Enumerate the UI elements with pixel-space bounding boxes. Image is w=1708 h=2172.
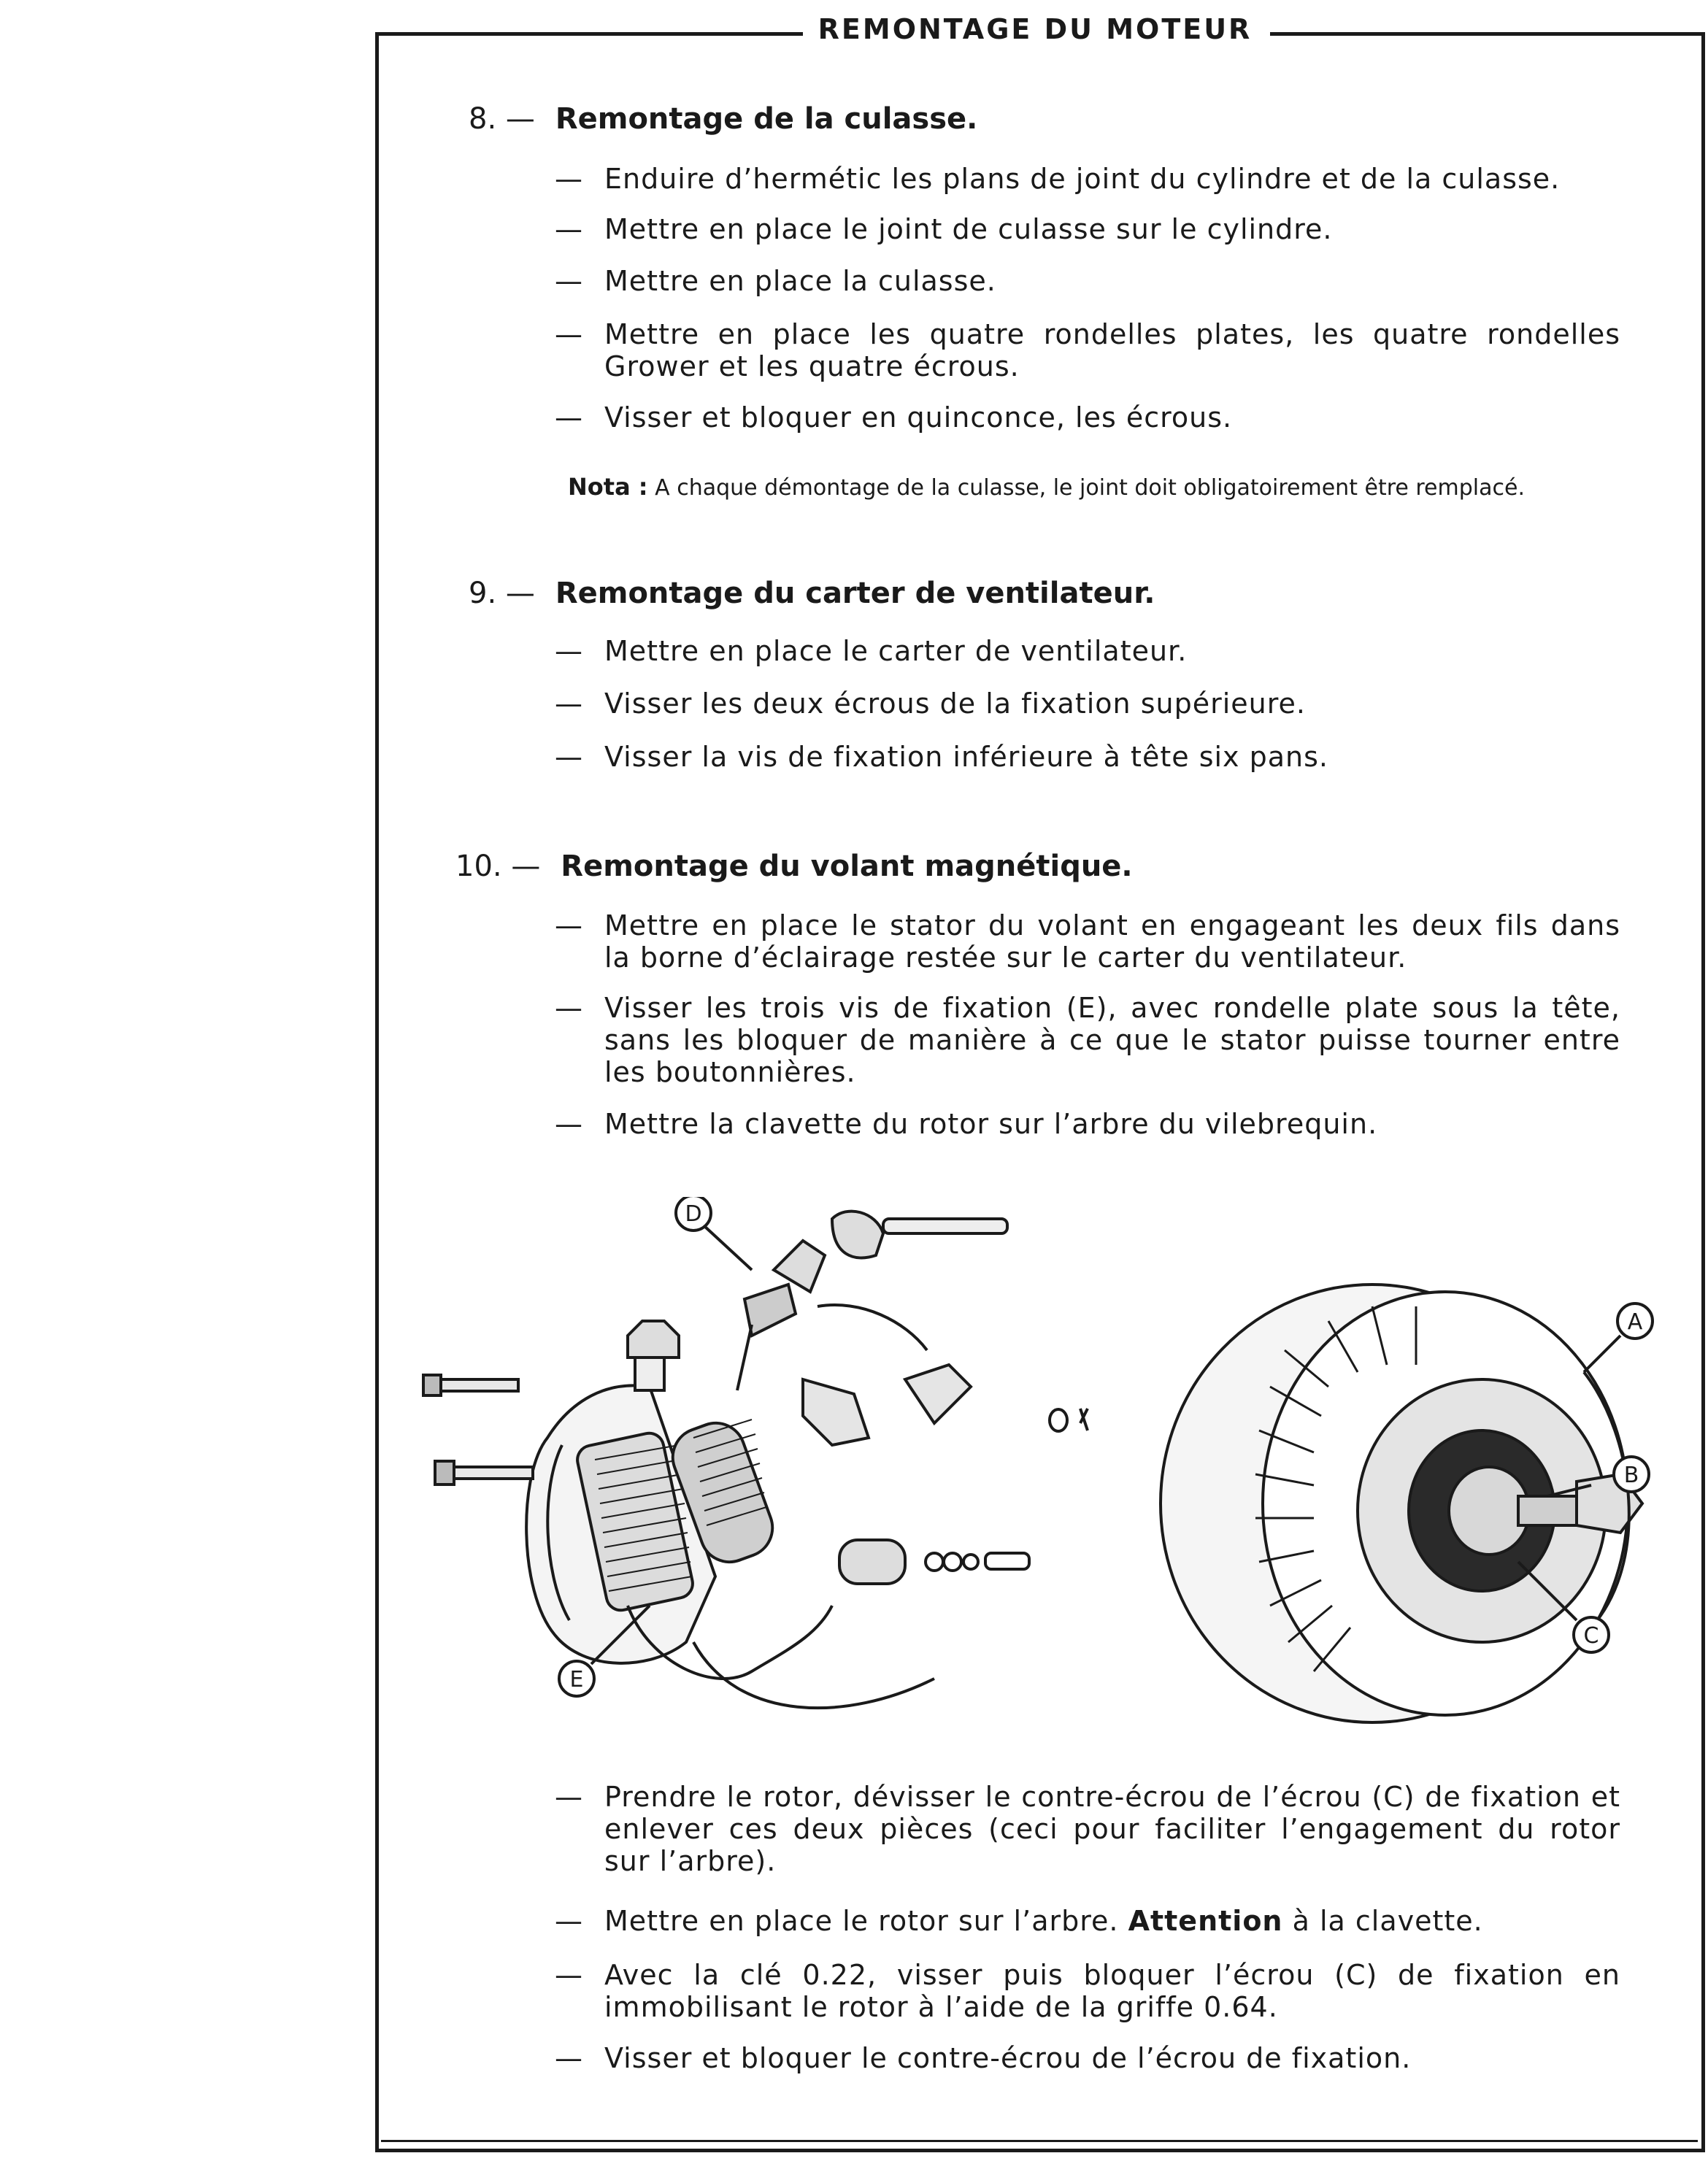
- frame-bottom-rule: [381, 2140, 1698, 2142]
- flywheel-magneto-illustration: [409, 1197, 1672, 1737]
- list-item: — Visser la vis de fixation inférieure à tête six pans.: [555, 741, 1328, 773]
- dash: —: [555, 635, 583, 667]
- list-item: — Enduire d’hermétic les plans de joint du cylindre et de la culasse.: [555, 163, 1561, 195]
- callout-c-label: C: [1583, 1623, 1599, 1649]
- list-item: — Mettre en place le joint de culasse sur le cylindre.: [555, 213, 1333, 245]
- section-title: Remontage du volant magnétique.: [561, 850, 1133, 883]
- section-8-heading: [469, 102, 977, 136]
- dash: —: [555, 1781, 583, 1813]
- list-item: — Mettre en place les quatre rondelles plates, les quatre rondelles Grower et les quatre écrous.: [555, 318, 1620, 382]
- dash: —: [555, 992, 583, 1024]
- list-item: — Mettre en place le carter de ventilateur.: [555, 635, 1188, 667]
- dash: —: [555, 2042, 583, 2074]
- list-item: — Visser les trois vis de fixation (E), avec rondelle plate sous la tête, sans les bloquer de manière à ce que le stator puisse tourner entre les boutonnières.: [555, 992, 1620, 1088]
- section-title: Remontage de la culasse.: [555, 102, 978, 136]
- dash: —: [555, 688, 583, 720]
- list-item: — Visser les deux écrous de la fixation supérieure.: [555, 688, 1306, 720]
- nota-text: A chaque démontage de la culasse, le joint doit obligatoirement être remplacé.: [655, 475, 1525, 501]
- callout-d-label: D: [685, 1201, 702, 1227]
- dash: —: [555, 1905, 583, 1937]
- dash: —: [555, 909, 583, 941]
- callout-e-label: E: [569, 1667, 584, 1692]
- callout-a-label: A: [1627, 1309, 1643, 1335]
- callout-b-label: B: [1623, 1463, 1639, 1488]
- dash: —: [555, 213, 583, 245]
- dash: —: [555, 401, 583, 434]
- list-item: — Mettre en place le stator du volant en engageant les deux fils dans la borne d’éclairage restée sur le carter du ventilateur.: [555, 909, 1620, 974]
- list-item: — Visser et bloquer en quinconce, les écrous.: [555, 401, 1233, 434]
- page-title: REMONTAGE DU MOTEUR: [818, 13, 1253, 45]
- section-9-heading: [469, 577, 1155, 610]
- list-item: — Mettre en place le rotor sur l’arbre. Attention à la clavette.: [555, 1905, 1483, 1937]
- section-number: 8. —: [469, 102, 535, 136]
- section-number: 10. —: [455, 850, 541, 883]
- dash: —: [555, 163, 583, 195]
- dash: —: [555, 741, 583, 773]
- nota-note: [568, 473, 1525, 501]
- list-item: — Avec la clé 0.22, visser puis bloquer l’écrou (C) de fixation en immobilisant le rotor à l’aide de la griffe 0.64.: [555, 1959, 1620, 2023]
- list-item: — Visser et bloquer le contre-écrou de l’écrou de fixation.: [555, 2042, 1412, 2074]
- section-title: Remontage du carter de ventilateur.: [555, 577, 1155, 610]
- nota-label: Nota :: [568, 473, 648, 501]
- dash: —: [555, 265, 583, 297]
- dash: —: [555, 1959, 583, 1991]
- dash: —: [555, 1108, 583, 1140]
- attention-word: Attention: [1128, 1905, 1283, 1937]
- list-item: — Mettre en place la culasse.: [555, 265, 996, 297]
- section-10-heading: [455, 850, 1133, 883]
- dash: —: [555, 318, 583, 350]
- list-item: — Prendre le rotor, dévisser le contre-écrou de l’écrou (C) de fixation et enlever ces deux pièces (ceci pour faciliter l’engagement du rotor sur l’arbre).: [555, 1781, 1620, 1877]
- section-number: 9. —: [469, 577, 535, 610]
- list-item: — Mettre la clavette du rotor sur l’arbre du vilebrequin.: [555, 1108, 1378, 1140]
